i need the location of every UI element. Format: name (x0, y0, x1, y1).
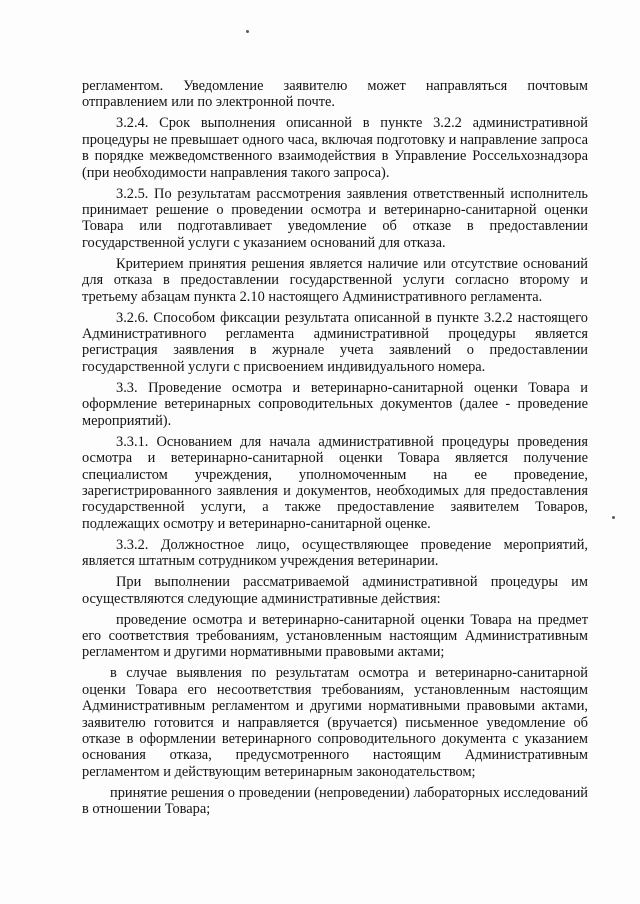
document-body (82, 78, 588, 822)
scan-speck (612, 516, 615, 519)
paragraph-3-2-6: 3.2.6. Способом фиксации результата описанной в пункте 3.2.2 настоящего Административного регламента административной процедуры является регистрация заявления в журнале учета заявлений о предоставлении государственной услуги с присвоением индивидуального номера. (82, 309, 588, 375)
paragraph-continuation: регламентом. Уведомление заявителю может направляться почтовым отправлением или по электронной почте. (82, 78, 588, 111)
paragraph-3-3-1: 3.3.1. Основанием для начала административной процедуры проведения осмотра и ветеринарно-санитарной оценки Товара является получение специалистом учреждения, уполномоченным на ее проведение, зарегистрированного заявления и документов, необходимых для предоставления государственной услуги, а также предоставление заявителем Товаров, подлежащих осмотру и ветеринарно-санитарной оценке. (82, 433, 588, 532)
list-item-lab-decision: принятие решения о проведении (непроведении) лабораторных исследований в отношении Товара; (82, 784, 588, 818)
paragraph-3-2-5: 3.2.5. По результатам рассмотрения заявления ответственный исполнитель принимает решение о проведении осмотра и ветеринарно-санитарной оценки Товара или подготавливает уведомление об отказе в предоставлении государственной услуги с указанием оснований для отказа. (82, 185, 588, 251)
paragraph-admin-actions-intro: При выполнении рассматриваемой административной процедуры им осуществляются следующие административные действия: (82, 574, 588, 607)
list-item-refusal-notice: в случае выявления по результатам осмотра и ветеринарно-санитарной оценки Товара его несоответствия требованиям, установленным настоящим Административным регламентом и другими нормативными правовыми актами, заявителю готовится и направляется (вручается) письменное уведомление об отказе в оформлении ветеринарного сопроводительного документа с указанием основания отказа, предусмотренного настоящим Административным регламентом и действующим ветеринарным законодательством; (82, 665, 588, 780)
paragraph-decision-criterion: Критерием принятия решения является наличие или отсутствие оснований для отказа в предоставлении государственной услуги согласно второму и третьему абзацам пункта 2.10 настоящего Административного регламента. (82, 255, 588, 305)
list-item-inspection: проведение осмотра и ветеринарно-санитарной оценки Товара на предмет его соответствия требованиям, установленным настоящим Административным регламентом и другими нормативными правовыми актами; (82, 611, 588, 661)
scan-speck (246, 30, 249, 33)
paragraph-3-3: 3.3. Проведение осмотра и ветеринарно-санитарной оценки Товара и оформление ветеринарных сопроводительных документов (далее - проведение мероприятий). (82, 379, 588, 429)
paragraph-3-3-2: 3.3.2. Должностное лицо, осуществляющее проведение мероприятий, является штатным сотрудником учреждения ветеринарии. (82, 536, 588, 570)
paragraph-3-2-4: 3.2.4. Срок выполнения описанной в пункте 3.2.2 административной процедуры не превышает одного часа, включая подготовку и направление запроса в порядке межведомственного взаимодействия в Управление Россельхознадзора (при необходимости направления такого запроса). (82, 115, 588, 181)
